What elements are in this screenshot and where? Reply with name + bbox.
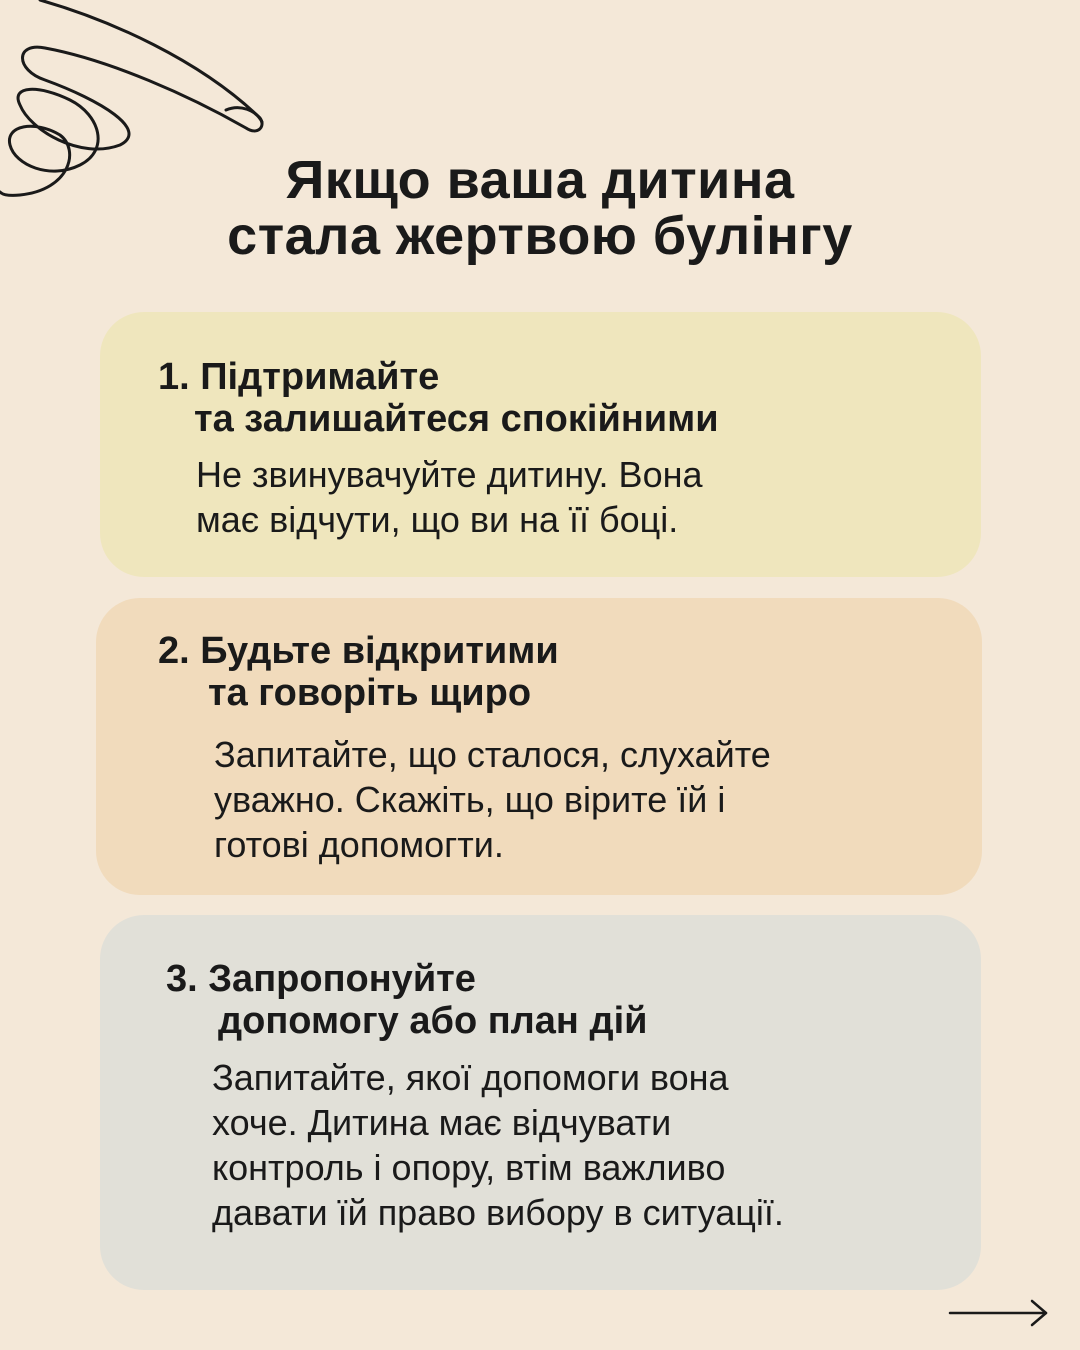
tip-heading-line: допомогу або план дій bbox=[218, 1000, 648, 1042]
title-line: стала жертвою булінгу bbox=[227, 206, 853, 266]
tip-card-support bbox=[100, 312, 981, 577]
tip-card-open bbox=[96, 598, 982, 895]
tip-body-line: має відчути, що ви на її боці. bbox=[196, 499, 679, 540]
tip-heading-line: та залишайтеся спокійними bbox=[194, 398, 719, 440]
tip-body-line: готові допомогти. bbox=[214, 824, 504, 865]
page-title bbox=[0, 152, 1080, 264]
tip-body bbox=[214, 732, 771, 867]
tip-body-line: Запитайте, якої допомоги вона bbox=[212, 1057, 729, 1098]
arrow-right-icon[interactable] bbox=[948, 1298, 1052, 1328]
tip-body bbox=[196, 452, 703, 542]
tip-heading-line: 3. Запропонуйте bbox=[166, 958, 476, 1000]
tip-body-line: хоче. Дитина має відчувати bbox=[212, 1102, 672, 1143]
tip-body-line: уважно. Скажіть, що вірите їй і bbox=[214, 779, 726, 820]
tip-body-line: Запитайте, що сталося, слухайте bbox=[214, 734, 771, 775]
tip-body bbox=[212, 1055, 784, 1235]
tip-body-line: давати їй право вибору в ситуації. bbox=[212, 1192, 784, 1233]
tip-body-line: контроль і опору, втім важливо bbox=[212, 1147, 726, 1188]
tip-heading bbox=[166, 958, 648, 1042]
tip-heading bbox=[158, 630, 559, 714]
tip-body-line: Не звинувачуйте дитину. Вона bbox=[196, 454, 703, 495]
tip-card-plan bbox=[100, 915, 981, 1290]
tip-heading-line: 2. Будьте відкритими bbox=[158, 630, 559, 672]
title-line: Якщо ваша дитина bbox=[285, 150, 795, 210]
tip-heading-line: та говоріть щиро bbox=[208, 672, 532, 714]
tip-heading bbox=[158, 356, 719, 440]
tip-heading-line: 1. Підтримайте bbox=[158, 356, 440, 398]
